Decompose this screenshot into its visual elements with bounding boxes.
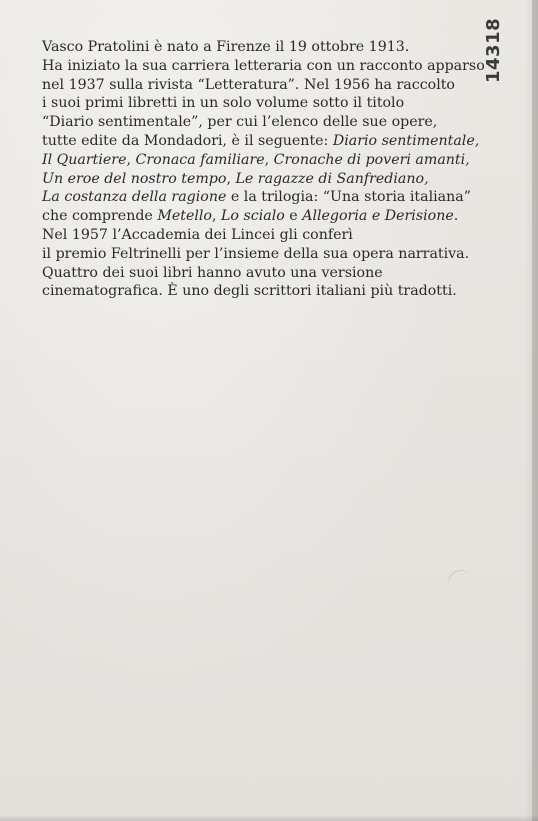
- bio-text: ,: [264, 151, 274, 168]
- work-title: Allegoria e Derisione: [302, 208, 454, 225]
- paper-crease: [443, 565, 479, 601]
- work-title: Diario sentimentale,: [332, 132, 480, 149]
- bio-line-3: nel 1937 sulla rivista “Letteratura”. Nel 1956 ha raccolto: [42, 76, 455, 93]
- bio-line-5: “Diario sentimentale”, per cui l’elenco delle sue opere,: [42, 114, 438, 131]
- work-title: Metello: [157, 208, 212, 225]
- bio-line-11: Nel 1957 l’Accademia dei Lincei gli conferì: [42, 226, 353, 243]
- work-title: Lo scialo: [221, 208, 285, 225]
- inventory-code: 14318: [483, 17, 504, 83]
- cover-bottom-edge: [0, 815, 538, 821]
- author-biography: [42, 38, 485, 301]
- work-title: Le ragazze di Sanfrediano,: [235, 170, 429, 187]
- bio-line-12: il premio Feltrinelli per l’insieme della sua opera narrativa.: [42, 245, 470, 262]
- work-title: Cronaca familiare: [135, 151, 265, 168]
- bio-text: tutte edite da Mondadori, è il seguente:: [42, 132, 333, 149]
- bio-text: .: [453, 208, 459, 225]
- bio-line-8: [42, 170, 482, 189]
- bio-text: ,: [126, 151, 136, 168]
- work-title: Cronache di poveri amanti,: [273, 151, 470, 168]
- bio-text: ,: [226, 170, 236, 187]
- bio-line-4: i suoi primi libretti in un solo volume sotto il titolo: [42, 95, 405, 112]
- bio-line-13: Quattro dei suoi libri hanno avuto una versione: [42, 264, 383, 281]
- bio-line-10: [42, 207, 482, 226]
- bio-line-2: Ha iniziato la sua carriera letteraria con un racconto apparso: [42, 57, 485, 74]
- bio-text: ,: [211, 208, 221, 225]
- bio-line-14: cinematografica. È uno degli scrittori italiani più tradotti.: [42, 283, 457, 300]
- bio-line-6: [42, 132, 482, 151]
- bio-text: e la trilogia: “Una storia italiana”: [226, 189, 471, 206]
- work-title: Un eroe del nostro tempo: [42, 170, 227, 187]
- bio-line-1: Vasco Pratolini è nato a Firenze il 19 ottobre 1913.: [42, 39, 410, 55]
- bio-line-9: [42, 188, 482, 207]
- work-title: Il Quartiere: [42, 151, 127, 168]
- work-title: La costanza della ragione: [42, 189, 227, 206]
- bio-text: che comprende: [42, 208, 158, 225]
- bio-line-7: [42, 151, 482, 170]
- bio-text: e: [284, 208, 303, 225]
